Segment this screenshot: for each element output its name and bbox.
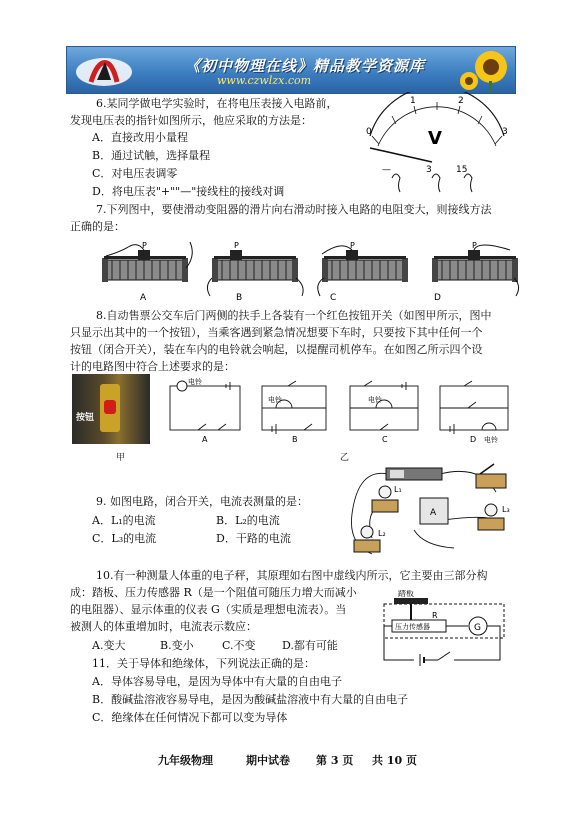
q9-line-1: 9. 如图电路，闭合开关，电流表测量的是： (96, 495, 308, 508)
meter-symbol: V (428, 128, 442, 149)
svg-text:P: P (234, 241, 239, 250)
rheostat-label-c: C (330, 293, 337, 303)
logo-icon (71, 50, 137, 90)
circuit-b (262, 381, 326, 434)
rheostat-d (432, 241, 519, 296)
q9-option-a: A．L₁的电流 (92, 514, 156, 527)
q11-option-b: B．酸碱盐溶液容易导电，是因为酸碱盐溶液中有大量的自由电子 (92, 693, 409, 706)
scale-circuit-diagram (380, 590, 510, 666)
q7-line-1: 7.下列图中，要使滑动变阻器的滑片向右滑动时接入电路的电阻变大，则接线方法 (96, 203, 492, 216)
caption-yi: 乙 (340, 453, 350, 463)
q6-option-d: D．将电压表"+""—"接线柱的接线对调 (92, 185, 285, 198)
sunflower-icon (457, 47, 515, 93)
q6-option-c: C．对电压表调零 (92, 167, 178, 180)
circuit-label-b: B (292, 435, 298, 444)
svg-text:踏板: 踏板 (398, 590, 414, 598)
rheostat-label-a: A (140, 293, 147, 303)
q8-line-4: 计的电路图中符合上述要求的是： (70, 360, 235, 373)
q6-line-2: 发现电压表的指针如图所示，他应采取的方法是： (70, 114, 312, 127)
q11-option-c: C．绝缘体在任何情况下都可以变为导体 (92, 711, 288, 724)
q9-option-b: B．L₂的电流 (216, 514, 280, 527)
meter-tick-0: 0 (366, 127, 372, 137)
svg-text:电铃: 电铃 (484, 436, 498, 444)
terminal-15: 15 (456, 165, 468, 175)
svg-text:压力传感器: 压力传感器 (395, 623, 430, 631)
q10-line-2: 成：踏板、压力传感器 R（是一个阻值可随压力增大而减小 (70, 586, 357, 599)
rheostat-label-d: D (434, 293, 441, 303)
terminal-3: 3 (426, 165, 432, 175)
circuit-a (170, 381, 240, 430)
svg-text:电铃: 电铃 (188, 378, 202, 386)
q11-line-1: 11．关于导体和绝缘体，下列说法正确的是： (92, 657, 315, 670)
q10-line-1: 10.有一种测量人体重的电子秤，其原理如右图中虚线内所示，它主要由三部分构 (96, 569, 488, 582)
q6-option-b: B．通过试触，选择量程 (92, 149, 211, 162)
circuit-label-a: A (202, 435, 208, 444)
q11-option-a: A．导体容易导电，是因为导体中有大量的自由电子 (92, 675, 342, 688)
svg-text:P: P (350, 241, 355, 250)
q10-line-3: 的电阻器）、显示体重的仪表 G（实质是理想电流表）。当 (70, 603, 347, 616)
footer-exam: 期中试卷 (246, 754, 290, 767)
q9-circuit-diagram (344, 460, 520, 564)
voltmeter-diagram (362, 92, 512, 197)
circuit-c (350, 381, 418, 430)
bus-button-photo (72, 374, 150, 444)
circuit-d (440, 381, 508, 434)
svg-text:L₁: L₁ (394, 485, 402, 494)
rheostat-row (100, 238, 520, 304)
q8-circuits (168, 378, 518, 446)
svg-text:L₃: L₃ (502, 505, 510, 514)
red-button-icon (104, 400, 116, 414)
terminal-minus: — (382, 165, 391, 175)
q10-option-a: A.变大 (92, 639, 126, 652)
svg-text:电铃: 电铃 (268, 396, 282, 404)
footer-subject: 九年级物理 (158, 754, 213, 767)
caption-jia: 甲 (116, 453, 126, 463)
rheostat-b (207, 241, 303, 296)
q8-line-1: 8.自动售票公交车后门两侧的扶手上各装有一个红色按钮开关（如图甲所示，图中 (96, 309, 492, 322)
svg-text:A: A (430, 508, 437, 518)
q10-option-d: D.都有可能 (282, 639, 338, 652)
meter-tick-2: 2 (458, 96, 464, 106)
header-banner (66, 46, 516, 94)
lamp-l2 (354, 526, 380, 552)
footer-total: 共 10 页 (372, 754, 417, 767)
q8-line-2: 只显示出其中的一个按钮），当乘客遇到紧急情况想要下车时，只要按下其中任何一个 (70, 326, 483, 339)
switch-icon (476, 474, 506, 488)
footer-page: 第 3 页 (316, 754, 354, 767)
q9-option-c: C．L₃的电流 (92, 532, 157, 545)
rheostat-a (102, 241, 192, 282)
rheostat-c (318, 241, 408, 296)
meter-tick-1: 1 (410, 96, 416, 106)
banner-title: 《初中物理在线》精品教学资源库 (185, 57, 426, 75)
circuit-label-d: D (470, 435, 477, 444)
photo-button-label: 按钮 (76, 413, 95, 423)
svg-text:L₂: L₂ (378, 529, 386, 538)
q10-option-b: B.变小 (160, 639, 194, 652)
q7-line-2: 正确的是： (70, 220, 125, 233)
rheostat-label-b: B (236, 293, 243, 303)
svg-text:G: G (474, 623, 481, 633)
q10-option-c: C.不变 (222, 639, 256, 652)
q6-line-1: 6.某同学做电学实验时，在将电压表接入电路前， (96, 97, 338, 110)
svg-text:P: P (472, 241, 477, 250)
meter-tick-3: 3 (502, 127, 508, 137)
q6-option-a: A．直接改用小量程 (92, 131, 188, 144)
q9-option-d: D．干路的电流 (216, 532, 291, 545)
banner-url: www.czwlzx.com (217, 74, 312, 87)
q8-line-3: 按钮（闭合开关），装在车内的电铃就会响起，以提醒司机停车。在如图乙所示四个设 (70, 343, 483, 356)
meter-needle (370, 148, 432, 162)
svg-text:R: R (432, 611, 438, 620)
svg-text:P: P (142, 241, 147, 250)
svg-text:电铃: 电铃 (368, 396, 382, 404)
circuit-label-c: C (382, 435, 388, 444)
q10-line-4: 被测人的体重增加时，电流表示数应： (70, 620, 257, 633)
